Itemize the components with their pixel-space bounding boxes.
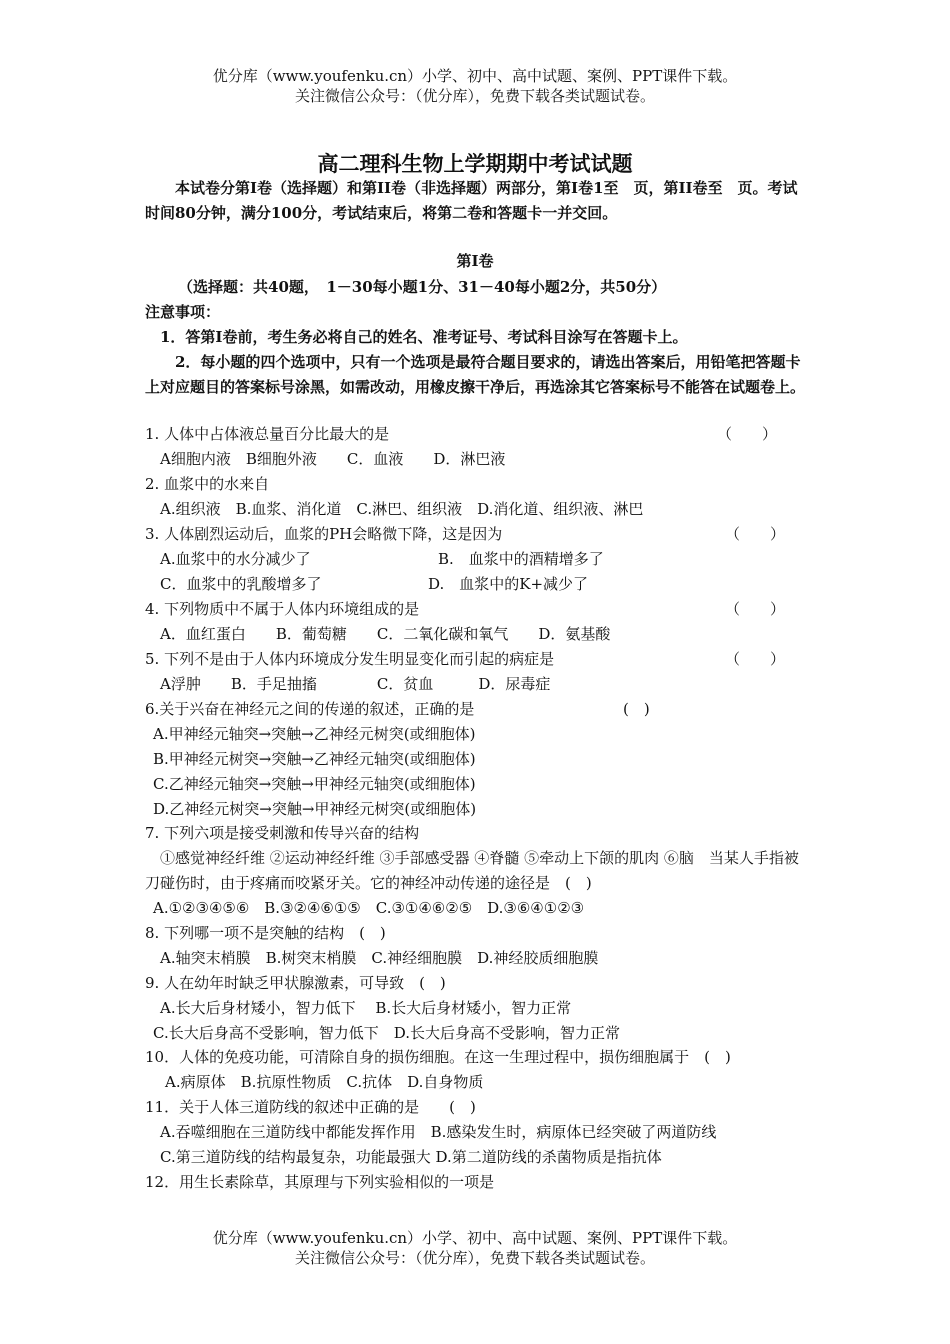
question-options-row-2: C.长大后身高不受影响，智力低下 D.长大后身高不受影响，智力正常 [153, 1024, 620, 1042]
question-options: A.病原体 B.抗原性物质 C.抗体 D.自身物质 [165, 1073, 484, 1091]
answer-paren: （ ） [717, 425, 778, 443]
question-stem: 10．人体的免疫功能，可清除自身的损伤细胞。在这一生理过程中，损伤细胞属于 ( ) [145, 1048, 731, 1066]
question-12 [145, 1170, 810, 1195]
option-d: D.乙神经元树突→突触→甲神经元树突(或细胞体) [153, 800, 477, 818]
section-title: 第I卷 [456, 252, 494, 270]
question-options-row-1: A.长大后身材矮小，智力低下 B.长大后身材矮小，智力正常 [160, 999, 572, 1017]
question-stem: 11．关于人体三道防线的叙述中正确的是 ( ) [145, 1098, 476, 1116]
footer-line-2: 关注微信公众号：（优分库），免费下载各类试题试卷。 [294, 1249, 655, 1267]
question-11 [145, 1095, 810, 1170]
question-body: ①感觉神经纤维 ②运动神经纤维 ③手部感受器 ④脊髓 ⑤牵动上下颌的肌肉 ⑥脑 当某人手指被刀碰伤时，由于疼痛而咬紧牙关。它的神经冲动传递的途径是 ( ) [145, 849, 799, 892]
option-b: B. 血浆中的酒精增多了 [438, 550, 604, 568]
option-a: A.甲神经元轴突→突触→乙神经元树突(或细胞体) [153, 725, 476, 743]
question-stem: 8. 下列哪一项不是突触的结构 ( ) [145, 924, 386, 942]
question-3 [145, 522, 810, 597]
page-footer [0, 1228, 950, 1268]
page-header [0, 66, 950, 106]
question-options: A.轴突末梢膜 B.树突末梢膜 C.神经细胞膜 D.神经胶质细胞膜 [160, 949, 599, 967]
note-2: 2．每小题的四个选项中，只有一个选项是最符合题目要求的，请选出答案后，用铅笔把答题卡上对应题目的答案标号涂黑，如需改动，用橡皮擦干净后，再选涂其它答案标号不能答在试题卷上。 [145, 353, 806, 396]
note-1: 1．答第I卷前，考生务必将自己的姓名、准考证号、考试科目涂写在答题卡上。 [160, 328, 688, 346]
option-d: D. 血浆中的K+减少了 [428, 575, 589, 593]
question-stem: 5. 下列不是由于人体内环境成分发生明显变化而引起的病症是 [145, 650, 555, 668]
answer-paren: （ ） [725, 650, 786, 668]
answer-paren: （ ） [725, 525, 786, 543]
question-options-row-2: C.第三道防线的结构最复杂，功能最强大 D.第二道防线的杀菌物质是指抗体 [160, 1148, 662, 1166]
question-stem: 7. 下列六项是接受刺激和传导兴奋的结构 [145, 824, 420, 842]
question-2 [145, 472, 810, 522]
question-10 [145, 1045, 810, 1095]
option-a: A.血浆中的水分减少了 [160, 550, 311, 568]
notes-title: 注意事项： [145, 303, 221, 321]
question-stem: 6.关于兴奋在神经元之间的传递的叙述，正确的是 [145, 700, 475, 718]
question-4 [145, 597, 810, 647]
footer-line-1: 优分库（www.youfenku.cn）小学、初中、高中试题、案例、PPT课件下载。 [212, 1229, 738, 1247]
answer-paren: （ ） [725, 600, 786, 618]
question-7 [145, 821, 810, 921]
question-options-row-1: A.吞噬细胞在三道防线中都能发挥作用 B.感染发生时，病原体已经突破了两道防线 [160, 1123, 717, 1141]
question-stem: 9. 人在幼年时缺乏甲状腺激素，可导致 ( ) [145, 974, 446, 992]
option-c: C．血浆中的乳酸增多了 [160, 575, 322, 593]
question-stem: 1. 人体中占体液总量百分比最大的是 [145, 425, 390, 443]
question-stem: 4. 下列物质中不属于人体内环境组成的是 [145, 600, 420, 618]
exam-intro: 本试卷分第I卷（选择题）和第II卷（非选择题）两部分，第I卷1至 页，第II卷至 页。考试时间80分钟，满分100分，考试结束后，将第二卷和答题卡一并交回。 [145, 179, 798, 222]
answer-paren: ( ) [623, 700, 650, 718]
notes-block [145, 300, 810, 400]
question-options: A.①②③④⑤⑥ B.③②④⑥①⑤ C.③①④⑥②⑤ D.③⑥④①②③ [153, 899, 585, 917]
question-9 [145, 971, 810, 1046]
option-b: B.甲神经元树突→突触→乙神经元轴突(或细胞体) [153, 750, 476, 768]
question-stem: 2. 血浆中的水来自 [145, 475, 270, 493]
header-line-2: 关注微信公众号：（优分库），免费下载各类试题试卷。 [294, 87, 655, 105]
header-line-1: 优分库（www.youfenku.cn）小学、初中、高中试题、案例、PPT课件下载。 [212, 67, 738, 85]
question-5 [145, 647, 810, 697]
exam-title: 高二理科生物上学期期中考试试题 [317, 151, 633, 176]
option-c: C.乙神经元轴突→突触→甲神经元轴突(或细胞体) [153, 775, 476, 793]
question-1 [145, 422, 810, 472]
question-6 [145, 697, 810, 822]
question-stem: 3. 人体剧烈运动后，血浆的PH会略微下降，这是因为 [145, 525, 503, 543]
question-options: A浮肿 B．手足抽搐 C．贫血 D．尿毒症 [160, 675, 551, 693]
question-options: A细胞内液 B细胞外液 C．血液 D．淋巴液 [160, 450, 506, 468]
question-options: A．血红蛋白 B．葡萄糖 C．二氧化碳和氧气 D．氨基酸 [160, 625, 611, 643]
question-8 [145, 921, 810, 971]
question-stem: 12．用生长素除草，其原理与下列实验相似的一项是 [145, 1173, 495, 1191]
section-subtitle: （选择题：共40题， 1－30每小题1分、31－40每小题2分，共50分） [178, 278, 667, 296]
question-options: A.组织液 B.血浆、消化道 C.淋巴、组织液 D.消化道、组织液、淋巴 [160, 500, 644, 518]
